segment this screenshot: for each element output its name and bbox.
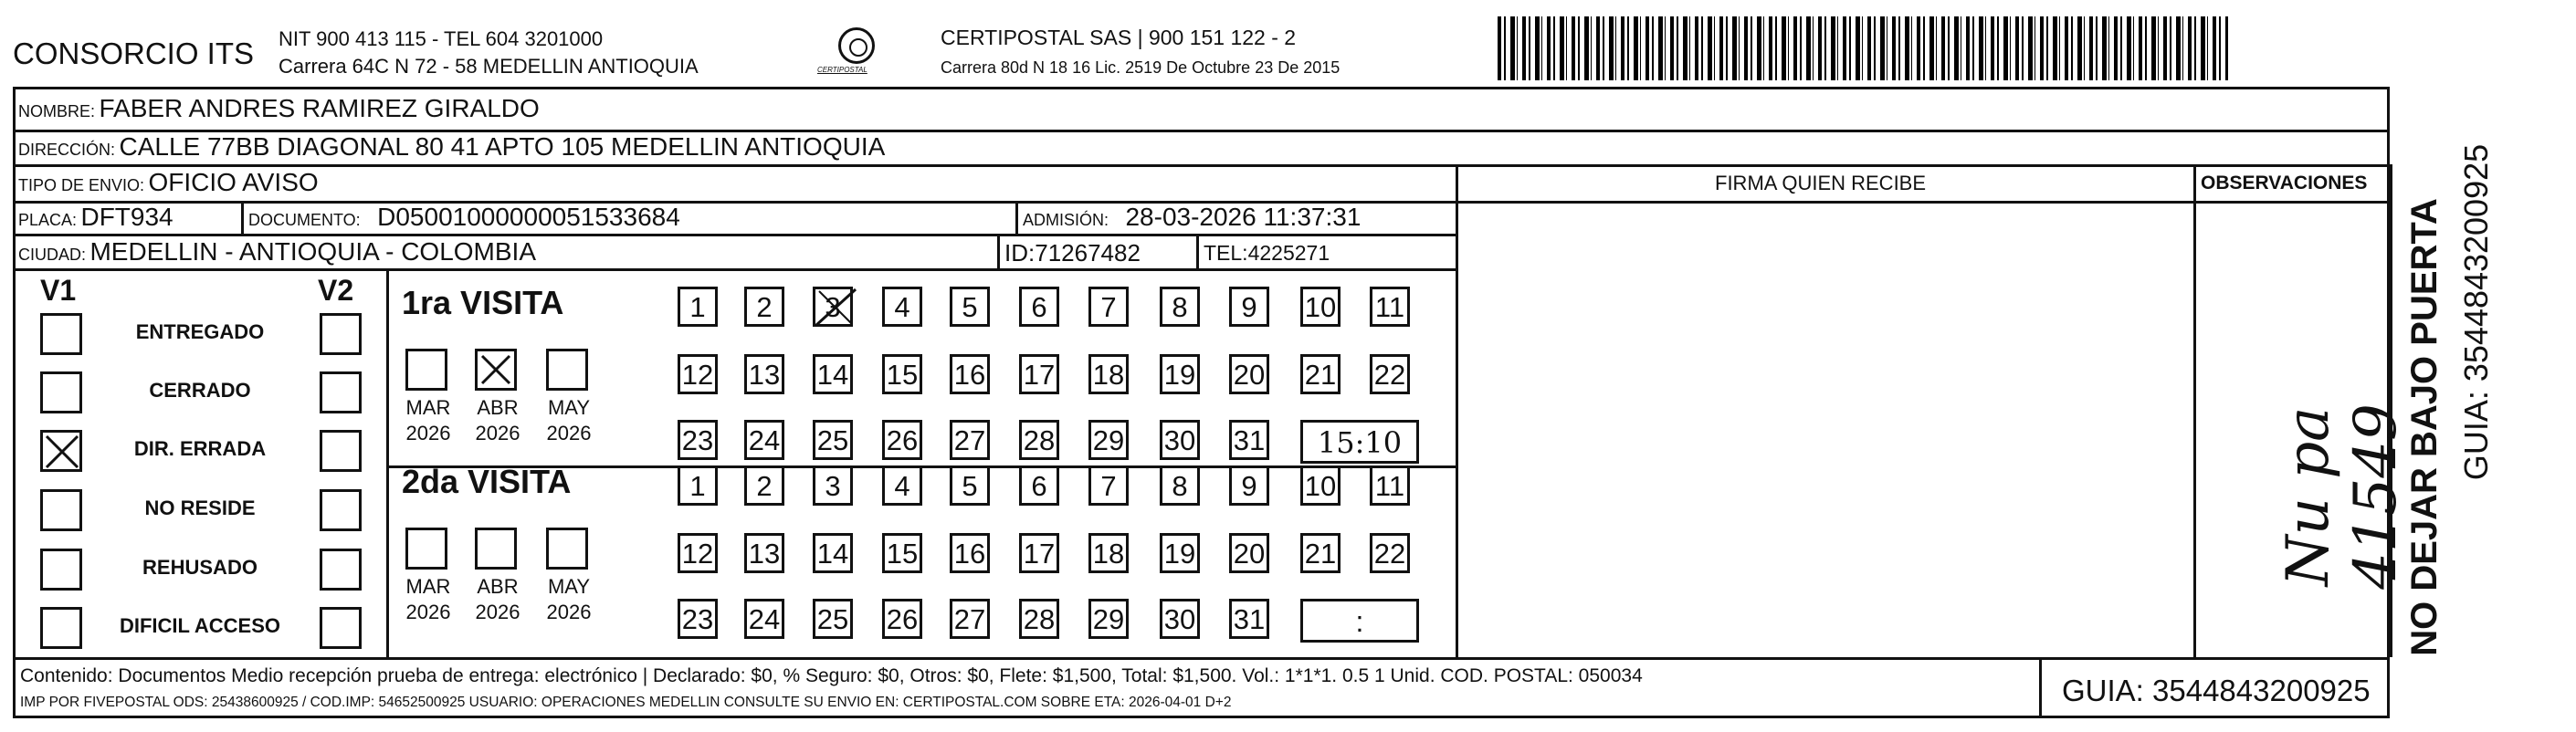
- v1-header: V1: [40, 274, 77, 307]
- day-number: 20: [1233, 538, 1266, 570]
- v2-checkbox[interactable]: [320, 549, 362, 591]
- day-box[interactable]: [1229, 354, 1269, 394]
- day-number: 3: [825, 470, 841, 502]
- day-number: 1: [689, 291, 706, 323]
- day-box[interactable]: [950, 533, 990, 573]
- company-nit: NIT 900 413 115 - TEL 604 3201000: [279, 27, 604, 50]
- side-guia: GUIA: 3544843200925: [2457, 143, 2495, 481]
- v2-checkbox[interactable]: [320, 607, 362, 649]
- check-mark-icon: [478, 351, 514, 388]
- footer-guia: GUIA: 3544843200925: [2062, 674, 2371, 707]
- day-number: 2: [756, 470, 773, 502]
- day-box[interactable]: [950, 420, 990, 460]
- day-box[interactable]: [1160, 599, 1200, 639]
- day-box[interactable]: [678, 533, 718, 573]
- day-box[interactable]: [744, 533, 784, 573]
- ciudad-field: [18, 239, 536, 265]
- day-box[interactable]: [1370, 533, 1410, 573]
- v2-checkbox[interactable]: [320, 371, 362, 413]
- day-number: 27: [953, 603, 986, 635]
- day-number: 28: [1023, 603, 1056, 635]
- day-number: 14: [816, 359, 849, 391]
- day-number: 24: [748, 603, 781, 635]
- day-number: 6: [1031, 470, 1047, 502]
- day-box[interactable]: [813, 287, 853, 327]
- day-number: 30: [1163, 603, 1196, 635]
- day-number: 26: [886, 424, 919, 456]
- month-checkbox[interactable]: [475, 528, 517, 570]
- month-checkbox[interactable]: [475, 349, 517, 391]
- tipo-label: TIPO DE ENVIO:: [18, 176, 145, 194]
- day-number: 16: [953, 538, 986, 570]
- placa-field: [18, 204, 173, 230]
- day-box[interactable]: [1300, 287, 1341, 327]
- day-box[interactable]: [813, 599, 853, 639]
- day-number: 14: [816, 538, 849, 570]
- day-number: 19: [1163, 359, 1196, 391]
- ciudad-value: MEDELLIN - ANTIOQUIA - COLOMBIA: [89, 237, 537, 266]
- day-box[interactable]: [882, 533, 922, 573]
- day-number: 29: [1092, 603, 1125, 635]
- nombre-field: [18, 96, 540, 121]
- day-number: 23: [681, 603, 714, 635]
- day-number: 29: [1092, 424, 1125, 456]
- day-box[interactable]: [1370, 465, 1410, 506]
- barcode: [1498, 16, 2228, 80]
- day-box[interactable]: [744, 465, 784, 506]
- day-box[interactable]: [1088, 533, 1129, 573]
- visit-title: 2da VISITA: [402, 463, 572, 500]
- carrier-address: Carrera 80d N 18 16 Lic. 2519 De Octubre 23 De 2015: [941, 58, 1341, 77]
- day-number: 2: [756, 291, 773, 323]
- documento-value: D05001000000051533684: [377, 203, 680, 231]
- day-box[interactable]: [1019, 599, 1059, 639]
- tipo-value: OFICIO AVISO: [148, 168, 319, 196]
- day-box[interactable]: [1088, 354, 1129, 394]
- day-number: 26: [886, 603, 919, 635]
- day-box[interactable]: [1300, 354, 1341, 394]
- id-value: 71267482: [1035, 239, 1141, 267]
- day-number: 25: [816, 603, 849, 635]
- v2-checkbox[interactable]: [320, 313, 362, 355]
- tel-field: [1204, 243, 1330, 264]
- month-year: 2026: [405, 422, 451, 444]
- day-number: 6: [1031, 291, 1047, 323]
- day-number: 4: [894, 291, 910, 323]
- day-number: 15: [886, 359, 919, 391]
- day-number: 13: [748, 538, 781, 570]
- nombre-value: FABER ANDRES RAMIREZ GIRALDO: [99, 94, 540, 122]
- company-address: Carrera 64C N 72 - 58 MEDELLIN ANTIOQUIA: [279, 55, 699, 78]
- carrier-name: CERTIPOSTAL SAS | 900 151 122 - 2: [941, 26, 1297, 49]
- day-box[interactable]: [744, 354, 784, 394]
- day-box[interactable]: [1160, 420, 1200, 460]
- day-number: 23: [681, 424, 714, 456]
- day-box[interactable]: [882, 420, 922, 460]
- status-label: ENTREGADO: [135, 320, 265, 343]
- firma-header: FIRMA QUIEN RECIBE: [1715, 172, 1927, 194]
- day-number: 31: [1233, 424, 1266, 456]
- month-year: 2026: [475, 422, 520, 444]
- month-year: 2026: [546, 601, 592, 623]
- month-checkbox[interactable]: [405, 528, 447, 570]
- day-box[interactable]: [1088, 599, 1129, 639]
- day-box[interactable]: [1160, 354, 1200, 394]
- day-box[interactable]: [1370, 354, 1410, 394]
- month-label: ABR: [477, 396, 519, 419]
- status-label: REHUSADO: [142, 556, 258, 579]
- day-number: 18: [1092, 359, 1125, 391]
- placa-value: DFT934: [80, 203, 173, 231]
- tel-label: TEL:: [1204, 241, 1248, 265]
- time-field[interactable]: [1300, 599, 1419, 643]
- day-box[interactable]: [1229, 465, 1269, 506]
- day-box[interactable]: [678, 465, 718, 506]
- day-number: 9: [1241, 291, 1257, 323]
- day-number: 21: [1304, 538, 1337, 570]
- day-box[interactable]: [678, 599, 718, 639]
- day-box[interactable]: [882, 287, 922, 327]
- month-label: MAY: [547, 396, 591, 419]
- day-number: 16: [953, 359, 986, 391]
- month-year: 2026: [546, 422, 592, 444]
- day-box[interactable]: [1229, 599, 1269, 639]
- day-number: 11: [1374, 291, 1405, 323]
- day-number: 12: [681, 359, 714, 391]
- observaciones-header: OBSERVACIONES: [2201, 173, 2368, 193]
- month-label: ABR: [477, 575, 519, 598]
- day-box[interactable]: [813, 465, 853, 506]
- day-box[interactable]: [744, 420, 784, 460]
- day-number: 15: [886, 538, 919, 570]
- footer-imp: IMP POR FIVEPOSTAL ODS: 25438600925 / COD.IMP: 54652500925 USUARIO: OPERACIONES MEDELLIN CONSULTE SU ENVIO EN: CERTIPOSTAL.COM SOBRE ETA: 2026-04-01 D+2: [20, 695, 1232, 710]
- logo-caption: CERTIPOSTAL: [817, 66, 867, 74]
- day-number: 4: [894, 470, 910, 502]
- day-box[interactable]: [1019, 465, 1059, 506]
- status-label: DIFICIL ACCESO: [119, 614, 280, 637]
- day-box[interactable]: [1300, 465, 1341, 506]
- placa-label: PLACA:: [18, 211, 78, 229]
- day-number: 5: [962, 291, 978, 323]
- status-label: NO RESIDE: [144, 497, 256, 519]
- day-box[interactable]: [950, 287, 990, 327]
- tel-value: 4225271: [1247, 241, 1330, 265]
- day-number: 1: [689, 470, 706, 502]
- tipo-field: [18, 170, 319, 195]
- day-number: 10: [1304, 291, 1337, 323]
- month-checkbox[interactable]: [546, 349, 588, 391]
- day-box[interactable]: [882, 599, 922, 639]
- day-number: 17: [1023, 359, 1056, 391]
- day-box[interactable]: [950, 599, 990, 639]
- month-year: 2026: [405, 601, 451, 623]
- day-box[interactable]: [678, 420, 718, 460]
- day-box[interactable]: [1019, 287, 1059, 327]
- day-box[interactable]: [1160, 533, 1200, 573]
- day-box[interactable]: [744, 599, 784, 639]
- day-number: 27: [953, 424, 986, 456]
- direccion-field: [18, 134, 885, 160]
- direccion-label: DIRECCIÓN:: [18, 141, 116, 159]
- status-label: CERRADO: [149, 379, 251, 402]
- day-number: 28: [1023, 424, 1056, 456]
- day-box[interactable]: [1370, 287, 1410, 327]
- v2-checkbox[interactable]: [320, 430, 362, 472]
- day-box[interactable]: [1229, 420, 1269, 460]
- day-number: 19: [1163, 538, 1196, 570]
- footer-contenido: Contenido: Documentos Medio recepción prueba de entrega: electrónico | Declarado: $0, % Seguro: $0, Otros: $0, Flete: $1,500, Total: $1,500. Vol.: 1*1*1. 0.5 1 Unid. COD. POSTAL: 050034: [20, 665, 1643, 686]
- observaciones-handwriting: Nu pa 41549: [2275, 403, 2410, 590]
- day-number: 18: [1092, 538, 1125, 570]
- month-label: MAR: [405, 575, 451, 598]
- day-box[interactable]: [882, 465, 922, 506]
- day-number: 31: [1233, 603, 1266, 635]
- day-box[interactable]: [1088, 287, 1129, 327]
- v2-header: V2: [318, 274, 354, 307]
- day-number: 24: [748, 424, 781, 456]
- month-label: MAY: [547, 575, 591, 598]
- admision-label: ADMISIÓN:: [1023, 211, 1109, 229]
- time-value: :: [1355, 605, 1364, 638]
- day-number: 12: [681, 538, 714, 570]
- cross-mark-icon: [812, 284, 859, 331]
- day-box[interactable]: [1160, 465, 1200, 506]
- day-number: 8: [1172, 470, 1188, 502]
- id-field: [1004, 241, 1141, 265]
- day-number: 3: [825, 291, 841, 323]
- ciudad-label: CIUDAD:: [18, 246, 87, 264]
- day-number: 7: [1100, 291, 1117, 323]
- day-box[interactable]: [1300, 533, 1341, 573]
- month-label: MAR: [405, 396, 451, 419]
- admision-field: [1023, 204, 1361, 230]
- day-box[interactable]: [813, 354, 853, 394]
- day-number: 7: [1100, 470, 1117, 502]
- day-box[interactable]: [1160, 287, 1200, 327]
- day-number: 22: [1373, 538, 1406, 570]
- side-warning: NO DEJAR BAJO PUERTA: [2404, 198, 2445, 656]
- day-box[interactable]: [1229, 287, 1269, 327]
- day-number: 20: [1233, 359, 1266, 391]
- direccion-value: CALLE 77BB DIAGONAL 80 41 APTO 105 MEDELLIN ANTIOQUIA: [119, 132, 886, 161]
- day-number: 17: [1023, 538, 1056, 570]
- visit-title: 1ra VISITA: [402, 284, 564, 321]
- day-box[interactable]: [678, 354, 718, 394]
- day-number: 5: [962, 470, 978, 502]
- company-name: CONSORCIO ITS: [13, 37, 255, 70]
- day-box[interactable]: [678, 287, 718, 327]
- day-box[interactable]: [950, 465, 990, 506]
- admision-value: 28-03-2026 11:37:31: [1125, 203, 1362, 231]
- nombre-label: NOMBRE:: [18, 102, 96, 120]
- v2-checkbox[interactable]: [320, 489, 362, 531]
- day-box[interactable]: [1019, 533, 1059, 573]
- day-box[interactable]: [950, 354, 990, 394]
- day-number: 10: [1304, 470, 1337, 502]
- status-label: DIR. ERRADA: [133, 437, 267, 460]
- day-box[interactable]: [813, 420, 853, 460]
- day-number: 9: [1241, 470, 1257, 502]
- day-box[interactable]: [1229, 533, 1269, 573]
- time-value: 15:10: [1317, 425, 1403, 460]
- month-checkbox[interactable]: [546, 528, 588, 570]
- day-box[interactable]: [813, 533, 853, 573]
- documento-label: DOCUMENTO:: [248, 211, 361, 229]
- day-number: 11: [1374, 470, 1405, 502]
- day-box[interactable]: [744, 287, 784, 327]
- day-box[interactable]: [882, 354, 922, 394]
- day-box[interactable]: [1019, 354, 1059, 394]
- day-box[interactable]: [1088, 420, 1129, 460]
- day-number: 8: [1172, 291, 1188, 323]
- month-checkbox[interactable]: [405, 349, 447, 391]
- day-number: 22: [1373, 359, 1406, 391]
- day-number: 25: [816, 424, 849, 456]
- day-number: 21: [1304, 359, 1337, 391]
- day-number: 13: [748, 359, 781, 391]
- id-label: ID:: [1004, 239, 1036, 267]
- day-number: 30: [1163, 424, 1196, 456]
- time-field[interactable]: [1300, 420, 1419, 464]
- day-box[interactable]: [1088, 465, 1129, 506]
- certipostal-logo: [838, 27, 875, 64]
- month-year: 2026: [475, 601, 520, 623]
- day-box[interactable]: [1019, 420, 1059, 460]
- documento-field: [248, 204, 680, 230]
